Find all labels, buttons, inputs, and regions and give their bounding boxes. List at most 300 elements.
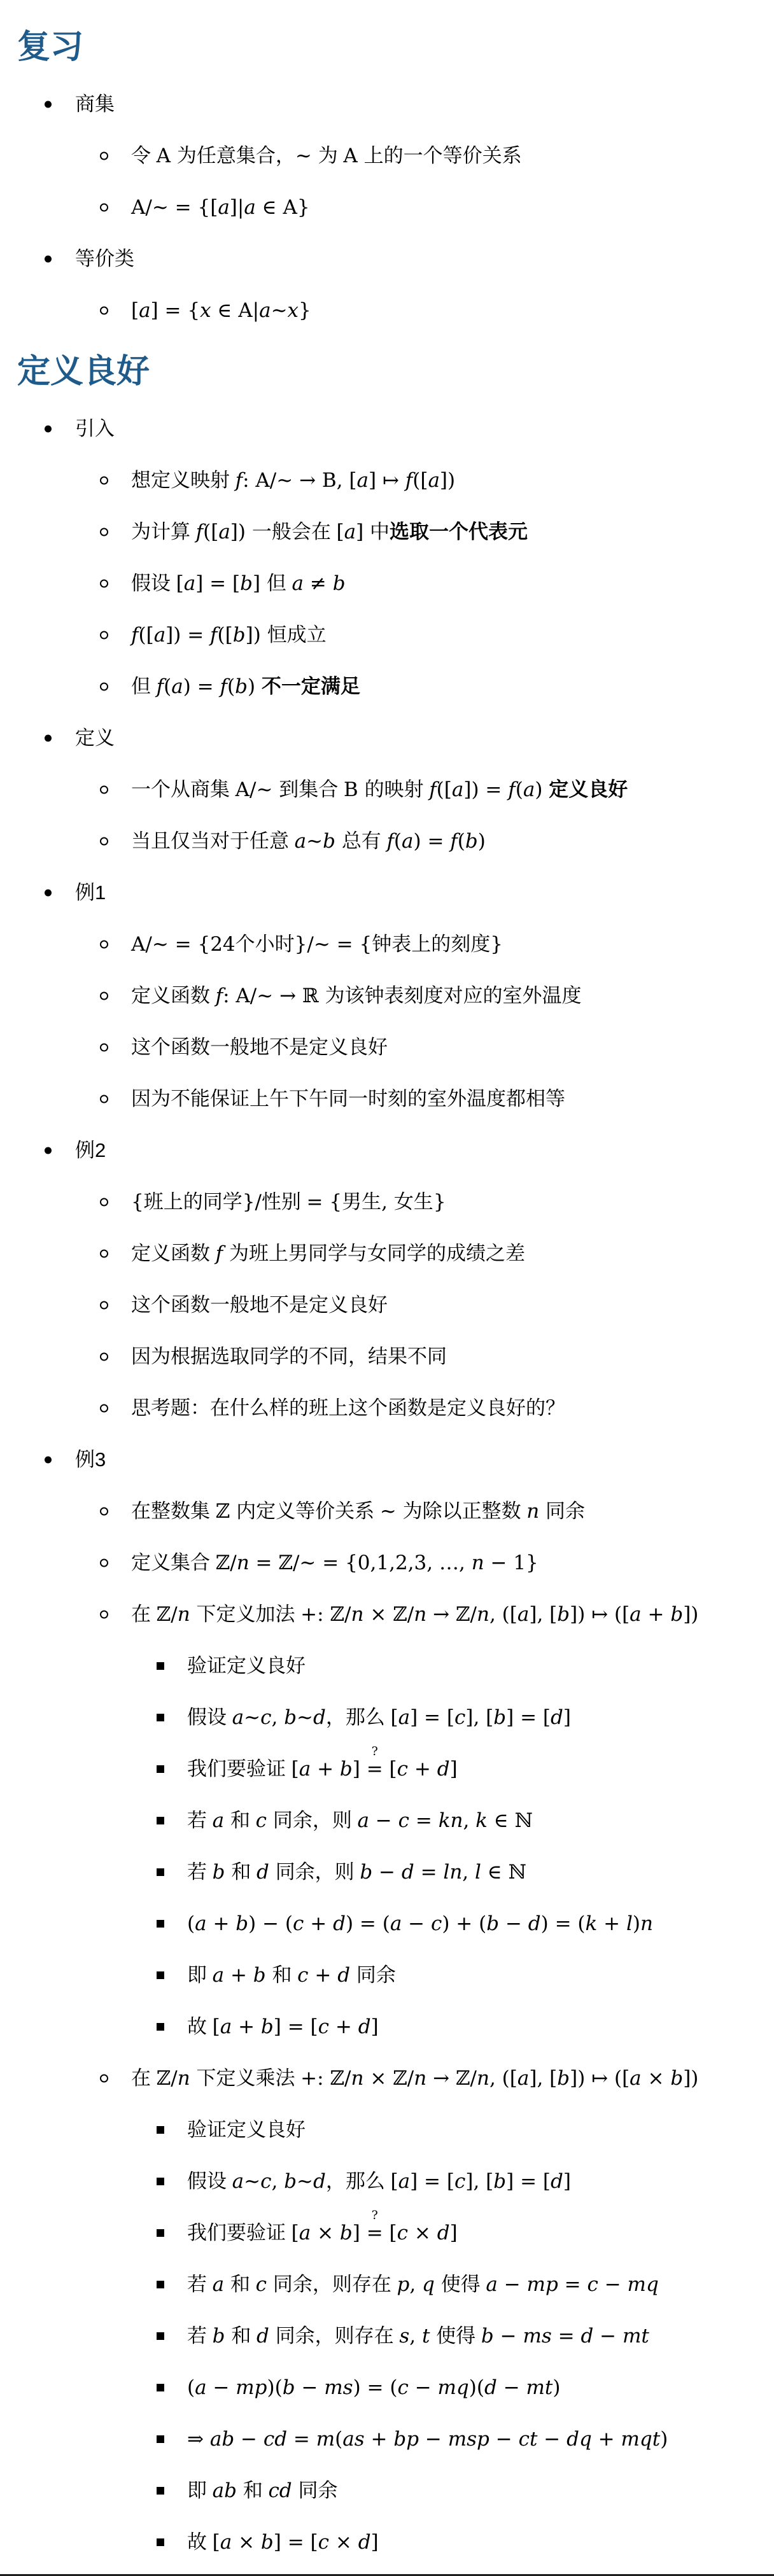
list-item-text bbox=[187, 1705, 774, 1730]
math-segment: [a] = {x ∈ A|a~x} bbox=[131, 299, 311, 322]
bullet-square-icon bbox=[157, 1662, 164, 1670]
list-item bbox=[75, 92, 774, 220]
text-segment: 定义函数 bbox=[131, 1242, 216, 1264]
text-segment: 定义 bbox=[75, 727, 115, 749]
math-segment: [a + b] = [c + d] bbox=[212, 2015, 379, 2038]
outline-list bbox=[0, 416, 774, 2555]
list-item-text bbox=[131, 1035, 774, 1060]
math-segment: b bbox=[212, 1861, 225, 1884]
outline-sublist bbox=[75, 1499, 774, 2555]
math-segment: [a] = [b] bbox=[176, 572, 267, 595]
math-segment: n bbox=[526, 1500, 540, 1523]
math-segment: f: A/~ → B, [a] ↦ f([a]) bbox=[235, 469, 456, 492]
list-item-text bbox=[187, 1859, 774, 1885]
bullet-square-icon bbox=[157, 1971, 164, 1979]
bullet-square-icon bbox=[157, 2281, 164, 2288]
math-segment: d bbox=[256, 2325, 269, 2348]
math-segment: c + d bbox=[297, 1964, 351, 1987]
math-segment: a ≠ b bbox=[292, 572, 346, 595]
text-segment: 同余，则 bbox=[275, 1861, 360, 1883]
bold-segment: 不一定满足 bbox=[261, 675, 360, 697]
list-item bbox=[131, 1189, 774, 1215]
text-segment: 即 bbox=[187, 1964, 213, 1986]
list-item bbox=[131, 468, 774, 493]
text-segment: 在 bbox=[131, 1603, 157, 1625]
page-title: 复习 bbox=[17, 29, 84, 66]
list-item-text bbox=[187, 2209, 774, 2246]
list-item bbox=[131, 143, 774, 169]
outline-sublist bbox=[131, 1653, 774, 2040]
math-segment: +: ℤ/n × ℤ/n → ℤ/n, ([a], [b]) ↦ ([a + b]) bbox=[300, 1603, 699, 1626]
list-item bbox=[131, 2066, 774, 2555]
list-item-text bbox=[187, 1808, 774, 1833]
math-segment: c bbox=[255, 1809, 267, 1832]
list-item-text bbox=[187, 2272, 774, 2297]
text-segment: 上的一个等价关系 bbox=[363, 144, 522, 167]
bullet-circle-icon bbox=[100, 837, 108, 846]
text-segment: 例1 bbox=[75, 881, 106, 904]
outline-sublist bbox=[75, 143, 774, 220]
math-segment: A/~ = {[a]|a ∈ A} bbox=[131, 196, 310, 219]
text-segment: 若 bbox=[187, 1809, 213, 1831]
list-item-text bbox=[75, 725, 774, 751]
math-segment: , bbox=[381, 1191, 394, 1214]
bullet-circle-icon bbox=[100, 1301, 108, 1310]
text-segment: 想定义映射 bbox=[131, 469, 236, 491]
list-item bbox=[187, 2478, 774, 2503]
outline-sublist bbox=[75, 468, 774, 699]
list-item-text bbox=[131, 1550, 774, 1576]
math-segment: [a] = [c], [b] = [d] bbox=[390, 1706, 571, 1729]
list-item-text bbox=[187, 2323, 774, 2349]
bullet-circle-icon bbox=[100, 580, 108, 588]
text-segment: 个小时 bbox=[235, 933, 295, 955]
list-item bbox=[75, 1138, 774, 1421]
math-segment: a~b bbox=[294, 830, 335, 853]
bullet-square-icon bbox=[157, 2126, 164, 2134]
list-item bbox=[131, 1602, 774, 2040]
list-item bbox=[187, 2169, 774, 2194]
list-item bbox=[131, 777, 774, 802]
math-segment: } bbox=[490, 933, 503, 956]
list-item bbox=[131, 195, 774, 220]
math-segment: f([a]) = f(a) bbox=[429, 778, 549, 801]
list-item-text bbox=[131, 468, 774, 493]
bullet-disc-icon bbox=[45, 426, 52, 433]
list-item bbox=[131, 571, 774, 596]
list-item-text bbox=[187, 1745, 774, 1782]
text-segment: 班上的同学 bbox=[143, 1191, 243, 1213]
list-item-text bbox=[131, 1292, 774, 1318]
math-segment: f(a) = f(b) bbox=[386, 830, 486, 853]
text-segment: 为除以正整数 bbox=[402, 1500, 527, 1522]
math-segment: [c × d] bbox=[383, 2222, 458, 2244]
math-segment: = { bbox=[306, 1191, 342, 1214]
text-segment: 故 bbox=[187, 2015, 213, 2038]
bullet-disc-icon bbox=[45, 256, 52, 263]
math-segment: s, t bbox=[399, 2325, 430, 2348]
bold-segment: 选取一个代表元 bbox=[390, 521, 528, 543]
outline-sublist bbox=[75, 777, 774, 854]
text-segment: ，那么 bbox=[325, 2170, 391, 2192]
list-item-text bbox=[187, 1911, 774, 1936]
bullet-circle-icon bbox=[100, 528, 108, 536]
list-item bbox=[75, 725, 774, 854]
bullet-disc-icon bbox=[45, 1457, 52, 1464]
outline-sublist bbox=[131, 2117, 774, 2555]
list-item bbox=[131, 1292, 774, 1318]
text-segment: 同余 bbox=[356, 1964, 396, 1986]
text-segment: 等价类 bbox=[75, 248, 134, 270]
list-item bbox=[131, 829, 774, 854]
list-item-text bbox=[131, 777, 774, 802]
text-segment: 钟表上的刻度 bbox=[372, 933, 491, 955]
text-segment: 内定义等价关系 bbox=[236, 1500, 380, 1522]
bullet-square-icon bbox=[157, 2229, 164, 2237]
math-segment: [a × b] bbox=[291, 2222, 367, 2244]
list-item-text bbox=[131, 195, 774, 220]
list-item-text bbox=[75, 1447, 774, 1473]
math-segment: [a + b] bbox=[291, 1758, 367, 1781]
text-segment: 思考题：在什么样的班上这个函数是定义良好的？ bbox=[131, 1397, 565, 1419]
text-segment: 中 bbox=[370, 521, 390, 543]
questioned-equals: ? = bbox=[366, 1745, 383, 1781]
list-item-text bbox=[75, 246, 774, 272]
list-item bbox=[187, 1963, 774, 1988]
list-item-text bbox=[187, 2478, 774, 2503]
list-item bbox=[187, 1911, 774, 1936]
list-item-text bbox=[131, 298, 774, 323]
text-segment: 同余，则存在 bbox=[272, 2273, 397, 2295]
text-segment: 到集合 bbox=[279, 778, 344, 801]
math-segment: [a × b] = [c × d] bbox=[212, 2531, 379, 2554]
bullet-disc-icon bbox=[45, 1147, 52, 1154]
math-segment: } bbox=[433, 1191, 446, 1214]
list-item-text bbox=[75, 92, 774, 117]
text-segment: 假设 bbox=[131, 572, 176, 594]
math-segment: B bbox=[343, 778, 365, 801]
bullet-circle-icon bbox=[100, 786, 108, 794]
list-item-text bbox=[187, 2530, 774, 2555]
text-segment: 验证定义良好 bbox=[187, 1655, 306, 1677]
bullet-disc-icon bbox=[45, 101, 52, 108]
bullet-circle-icon bbox=[100, 992, 108, 1000]
text-segment: 在 bbox=[131, 2067, 157, 2089]
text-segment: 我们要验证 bbox=[187, 2222, 292, 2244]
list-item bbox=[131, 519, 774, 545]
text-segment: 在整数集 bbox=[131, 1500, 216, 1522]
text-segment: 和 bbox=[230, 1809, 256, 1831]
list-item bbox=[187, 2272, 774, 2297]
list-item-text bbox=[75, 880, 774, 906]
text-segment: 的映射 bbox=[364, 778, 430, 801]
list-item bbox=[187, 2117, 774, 2143]
list-item-text bbox=[131, 1396, 774, 1421]
bullet-square-icon bbox=[157, 1765, 164, 1773]
list-item bbox=[131, 1499, 774, 1524]
math-segment: [a] = [c], [b] = [d] bbox=[390, 2170, 571, 2193]
math-segment: a~c, b~d bbox=[232, 1706, 326, 1729]
text-segment: 男生 bbox=[342, 1191, 382, 1213]
bullet-square-icon bbox=[157, 2023, 164, 2031]
text-segment: 和 bbox=[231, 1861, 257, 1883]
bullet-circle-icon bbox=[100, 1044, 108, 1052]
list-item-text bbox=[75, 416, 774, 442]
bullet-circle-icon bbox=[100, 1095, 108, 1103]
bullet-circle-icon bbox=[100, 1559, 108, 1567]
bullet-circle-icon bbox=[100, 2075, 108, 2083]
list-item bbox=[75, 880, 774, 1112]
text-segment: 故 bbox=[187, 2531, 213, 2553]
list-item-text bbox=[131, 1499, 774, 1524]
list-item bbox=[187, 2530, 774, 2555]
text-segment: 商集 bbox=[75, 93, 115, 115]
bullet-circle-icon bbox=[100, 1353, 108, 1361]
list-item bbox=[131, 932, 774, 957]
list-item bbox=[187, 2209, 774, 2246]
list-item-text bbox=[131, 674, 774, 699]
text-segment: 使得 bbox=[436, 2325, 481, 2347]
list-item bbox=[187, 1653, 774, 1679]
math-segment: [c + d] bbox=[383, 1758, 458, 1781]
list-item bbox=[187, 2014, 774, 2040]
math-segment: (a − mp)(b − ms) = (c − mq)(d − mt) bbox=[187, 2376, 561, 2399]
text-segment: 和 bbox=[230, 2273, 256, 2295]
text-segment: 若 bbox=[187, 2325, 213, 2347]
text-segment: 但 bbox=[131, 675, 157, 697]
math-segment: ~ bbox=[379, 1500, 403, 1523]
list-item-text bbox=[131, 1602, 774, 1627]
math-segment: A/~ bbox=[235, 778, 279, 801]
list-item-text bbox=[131, 983, 774, 1009]
section-heading: 定义良好 bbox=[17, 353, 150, 390]
math-segment: ~ bbox=[295, 144, 318, 167]
math-segment: +: ℤ/n × ℤ/n → ℤ/n, ([a], [b]) ↦ ([a × b]) bbox=[300, 2067, 699, 2090]
bullet-square-icon bbox=[157, 2178, 164, 2185]
math-segment: }/ bbox=[242, 1191, 262, 1214]
math-segment: d bbox=[256, 1861, 269, 1884]
bullet-circle-icon bbox=[100, 204, 108, 212]
text-segment: 例2 bbox=[75, 1139, 106, 1161]
text-segment: 即 bbox=[187, 2479, 213, 2502]
math-segment: { bbox=[131, 1191, 144, 1214]
text-segment: 因为根据选取同学的不同，结果不同 bbox=[131, 1345, 447, 1368]
text-segment: 和 bbox=[243, 2479, 269, 2502]
bold-segment: 定义良好 bbox=[549, 778, 628, 801]
text-segment: 这个函数一般地不是定义良好 bbox=[131, 1294, 388, 1316]
list-item bbox=[131, 622, 774, 648]
text-segment: 因为不能保证上午下午同一时刻的室外温度都相等 bbox=[131, 1088, 565, 1110]
math-segment: ℤ/n bbox=[156, 1603, 190, 1626]
math-segment: p, q bbox=[397, 2273, 435, 2296]
list-item bbox=[131, 1035, 774, 1060]
bullet-circle-icon bbox=[100, 683, 108, 691]
list-item bbox=[131, 1241, 774, 1266]
math-segment: f: A/~ → ℝ bbox=[215, 984, 325, 1007]
math-segment: ℤ/n = ℤ/~ = {0,1,2,3, …, n − 1} bbox=[215, 1551, 538, 1574]
list-item bbox=[131, 1550, 774, 1576]
bullet-circle-icon bbox=[100, 1198, 108, 1207]
bullet-square-icon bbox=[157, 2332, 164, 2340]
list-item bbox=[187, 1705, 774, 1730]
list-item bbox=[131, 1086, 774, 1112]
math-segment: A bbox=[156, 144, 177, 167]
outline-sublist bbox=[75, 298, 774, 323]
text-segment: 假设 bbox=[187, 1706, 232, 1728]
math-segment: b bbox=[212, 2325, 225, 2348]
list-item bbox=[187, 1745, 774, 1782]
list-item-text bbox=[187, 2014, 774, 2040]
list-item-text bbox=[131, 143, 774, 169]
list-item bbox=[75, 1447, 774, 2555]
bullet-square-icon bbox=[157, 1817, 164, 1824]
bullet-circle-icon bbox=[100, 1250, 108, 1258]
math-segment: ℤ/n bbox=[156, 2067, 190, 2090]
text-segment: 下定义加法 bbox=[196, 1603, 301, 1625]
list-item-text bbox=[187, 2117, 774, 2143]
text-segment: 引入 bbox=[75, 417, 115, 440]
list-item bbox=[131, 1396, 774, 1421]
text-segment: 性别 bbox=[261, 1191, 307, 1213]
list-item bbox=[187, 2323, 774, 2349]
list-item-text bbox=[131, 1086, 774, 1112]
text-segment: 我们要验证 bbox=[187, 1758, 292, 1780]
text-segment: 总有 bbox=[341, 830, 387, 852]
text-segment: 为 bbox=[318, 144, 344, 167]
math-segment: A/~ = {24 bbox=[131, 933, 236, 956]
bullet-circle-icon bbox=[100, 152, 108, 160]
text-segment: 定义集合 bbox=[131, 1551, 216, 1574]
list-item-text bbox=[131, 932, 774, 957]
list-item-text bbox=[187, 1963, 774, 1988]
list-item-text bbox=[131, 519, 774, 545]
math-segment: b − ms = d − mt bbox=[481, 2325, 649, 2348]
math-segment: (a + b) − (c + d) = (a − c) + (b − d) = (k + l)n bbox=[187, 1912, 653, 1935]
math-segment: c bbox=[255, 2273, 267, 2296]
text-segment: 假设 bbox=[187, 2170, 232, 2192]
text-segment: 但 bbox=[266, 572, 292, 594]
text-segment: 验证定义良好 bbox=[187, 2118, 306, 2141]
list-item bbox=[75, 246, 774, 323]
math-segment: a~c, b~d bbox=[232, 2170, 326, 2193]
list-item-text bbox=[131, 2066, 774, 2091]
outline-sublist bbox=[75, 932, 774, 1112]
bullet-disc-icon bbox=[45, 890, 52, 897]
math-segment: f(a) = f(b) bbox=[156, 675, 262, 698]
list-item bbox=[131, 674, 774, 699]
math-segment: ℤ bbox=[215, 1500, 237, 1523]
list-item bbox=[75, 416, 774, 699]
list-item bbox=[187, 1859, 774, 1885]
list-item-text bbox=[187, 1653, 774, 1679]
bullet-square-icon bbox=[157, 1714, 164, 1721]
bullet-disc-icon bbox=[45, 735, 52, 742]
bullet-circle-icon bbox=[100, 477, 108, 485]
math-segment: a bbox=[212, 2273, 225, 2296]
text-segment: 同余，则存在 bbox=[275, 2325, 400, 2347]
math-segment: b − d = ln, l ∈ ℕ bbox=[360, 1861, 526, 1884]
text-segment: 一般会在 bbox=[251, 521, 337, 543]
bullet-square-icon bbox=[157, 2487, 164, 2495]
list-item-text bbox=[131, 1241, 774, 1266]
text-segment: 为班上男同学与女同学的成绩之差 bbox=[229, 1242, 525, 1264]
math-segment: ⇒ ab − cd = m(as + bp − msp − ct − dq + mqt) bbox=[187, 2428, 668, 2451]
outline-sublist bbox=[75, 1189, 774, 1421]
math-segment: a bbox=[212, 1809, 225, 1832]
math-segment: f bbox=[215, 1242, 223, 1265]
text-segment: 恒成立 bbox=[267, 624, 327, 646]
list-item-text bbox=[131, 571, 774, 596]
bullet-circle-icon bbox=[100, 1611, 108, 1619]
bullet-square-icon bbox=[157, 2384, 164, 2391]
math-segment: f([a]) bbox=[195, 521, 252, 543]
math-segment: A bbox=[343, 144, 364, 167]
bullet-square-icon bbox=[157, 1920, 164, 1928]
text-segment: 和 bbox=[231, 2325, 257, 2347]
text-segment: 令 bbox=[131, 144, 157, 167]
math-segment: a − c = kn, k ∈ ℕ bbox=[357, 1809, 533, 1832]
math-segment: ab bbox=[212, 2479, 237, 2502]
list-item-text bbox=[187, 2375, 774, 2400]
list-item-text bbox=[187, 2426, 774, 2452]
text-segment: 当且仅当对于任意 bbox=[131, 830, 295, 852]
list-item-text bbox=[187, 2169, 774, 2194]
text-segment: 这个函数一般地不是定义良好 bbox=[131, 1036, 388, 1058]
outline-list bbox=[0, 92, 774, 323]
bullet-circle-icon bbox=[100, 941, 108, 949]
text-segment: 同余 bbox=[298, 2479, 338, 2502]
text-segment: 同余 bbox=[545, 1500, 586, 1522]
text-segment: 定义函数 bbox=[131, 984, 216, 1007]
text-segment: 为任意集合， bbox=[176, 144, 295, 167]
list-item bbox=[131, 1344, 774, 1369]
text-segment: 若 bbox=[187, 2273, 213, 2295]
text-segment: 一个从商集 bbox=[131, 778, 236, 801]
questioned-equals: ? = bbox=[366, 2209, 383, 2244]
text-segment: 同余，则 bbox=[272, 1809, 358, 1831]
text-segment: 例3 bbox=[75, 1448, 106, 1471]
bullet-circle-icon bbox=[100, 307, 108, 315]
text-segment: 下定义乘法 bbox=[196, 2067, 301, 2089]
text-segment: 若 bbox=[187, 1861, 213, 1883]
list-item bbox=[131, 298, 774, 323]
bullet-circle-icon bbox=[100, 1404, 108, 1413]
list-item-text bbox=[75, 1138, 774, 1163]
bullet-square-icon bbox=[157, 1868, 164, 1876]
math-segment: }/~ = { bbox=[294, 933, 372, 956]
list-item bbox=[131, 983, 774, 1009]
text-segment: ，那么 bbox=[325, 1706, 391, 1728]
list-item-text bbox=[131, 622, 774, 648]
math-segment: a − mp = c − mq bbox=[486, 2273, 659, 2296]
text-segment: 和 bbox=[272, 1964, 298, 1986]
text-segment: 使得 bbox=[440, 2273, 486, 2295]
bullet-circle-icon bbox=[100, 1508, 108, 1516]
math-segment: cd bbox=[268, 2479, 292, 2502]
list-item bbox=[187, 2426, 774, 2452]
list-item-text bbox=[131, 1189, 774, 1215]
math-segment: f([a]) = f([b]) bbox=[131, 624, 267, 647]
math-segment: [a] bbox=[336, 521, 370, 543]
list-item-text bbox=[131, 829, 774, 854]
math-segment: a + b bbox=[212, 1964, 266, 1987]
bullet-square-icon bbox=[157, 2538, 164, 2546]
bullet-square-icon bbox=[157, 2435, 164, 2443]
list-item bbox=[187, 2375, 774, 2400]
bullet-circle-icon bbox=[100, 631, 108, 640]
list-item bbox=[187, 1808, 774, 1833]
text-segment: 为该钟表刻度对应的室外温度 bbox=[325, 984, 582, 1007]
